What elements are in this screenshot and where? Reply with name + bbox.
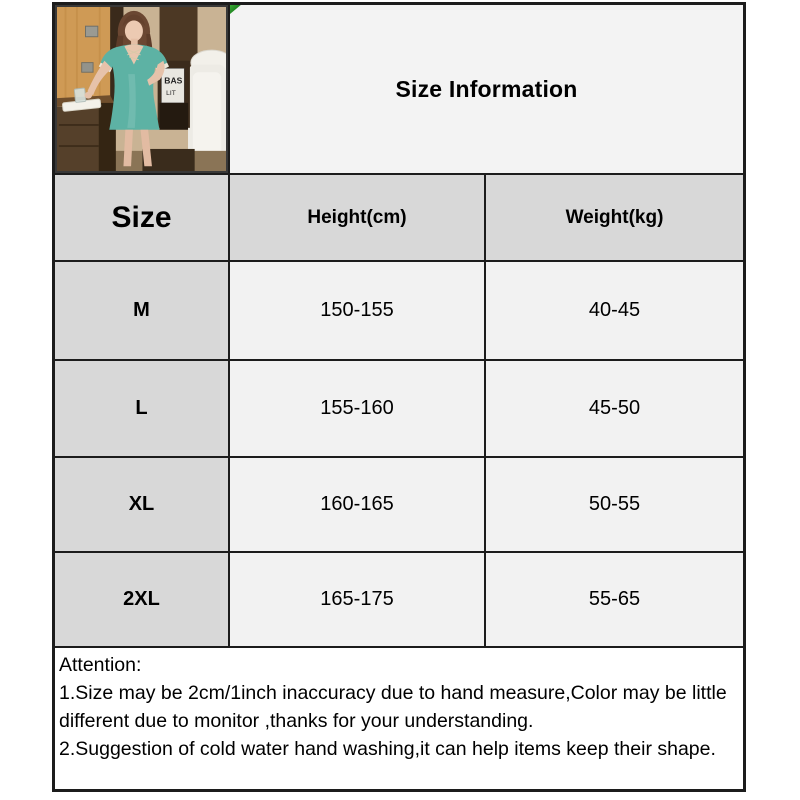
height-value-m: 150-155 xyxy=(230,262,486,361)
column-header-size: Size xyxy=(55,175,230,262)
product-photo-illustration xyxy=(57,7,226,171)
product-photo xyxy=(55,5,230,175)
column-header-height: Height(cm) xyxy=(230,175,486,262)
size-chart-table xyxy=(52,2,746,792)
green-corner-ribbon-icon xyxy=(230,5,242,14)
attention-line-1: 1.Size may be 2cm/1inch inaccuracy due to hand measure,Color may be little xyxy=(59,682,727,704)
weight-value-l: 45-50 xyxy=(486,361,743,458)
page-title: Size Information xyxy=(395,75,578,102)
attention-line-2: different due to monitor ,thanks for your understanding. xyxy=(59,710,534,732)
size-label-2xl: 2XL xyxy=(55,553,230,648)
product-photo-frame xyxy=(55,5,228,173)
size-label-l: L xyxy=(55,361,230,458)
size-label-xl: XL xyxy=(55,458,230,553)
column-header-weight: Weight(kg) xyxy=(486,175,743,262)
height-value-l: 155-160 xyxy=(230,361,486,458)
attention-section xyxy=(55,648,743,789)
svg-text:BAS: BAS xyxy=(164,75,183,86)
banner xyxy=(230,5,743,175)
weight-value-m: 40-45 xyxy=(486,262,743,361)
height-value-xl: 160-165 xyxy=(230,458,486,553)
size-label-m: M xyxy=(55,262,230,361)
weight-value-xl: 50-55 xyxy=(486,458,743,553)
height-value-2xl: 165-175 xyxy=(230,553,486,648)
attention-line-3: 2.Suggestion of cold water hand washing,it can help items keep their shape. xyxy=(59,738,716,760)
attention-title: Attention: xyxy=(59,654,142,676)
weight-value-2xl: 55-65 xyxy=(486,553,743,648)
svg-text:LIT: LIT xyxy=(166,90,176,98)
